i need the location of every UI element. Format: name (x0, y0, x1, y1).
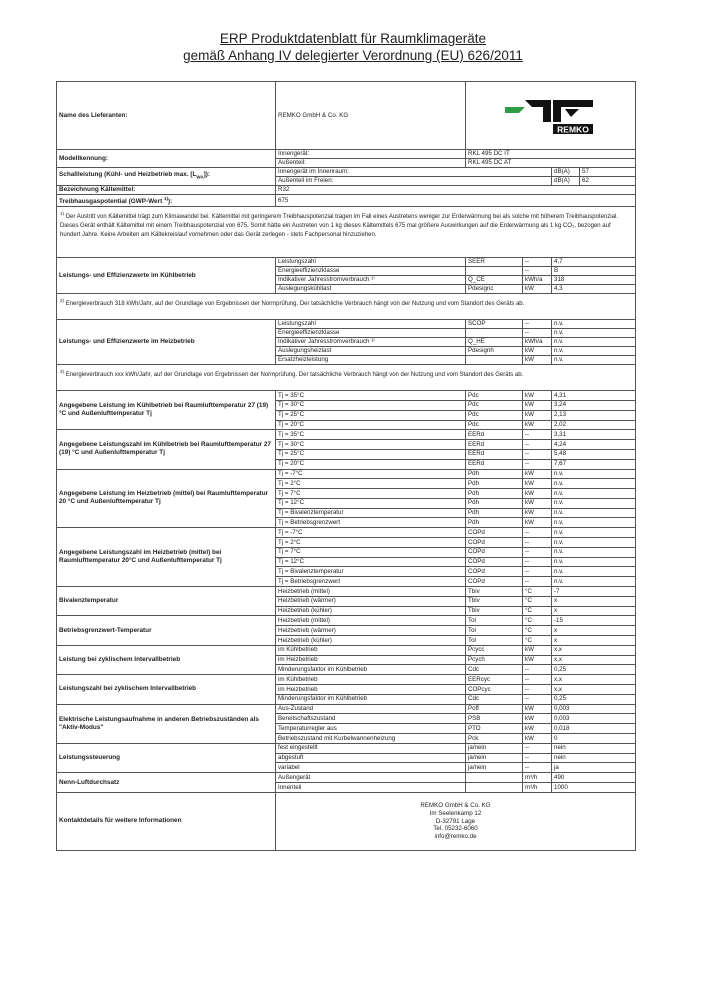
group-3-value: n.v. (552, 538, 636, 548)
group-8-symbol: Poff (466, 704, 523, 714)
heating-row (57, 320, 636, 329)
gwp-value: 675 (276, 195, 636, 207)
group-4-unit: °C (523, 587, 552, 597)
contact-line: REMKO GmbH & Co. KG (420, 802, 491, 810)
sound-label-sub: WA (196, 174, 204, 180)
group-0-desc: Tj = 20°C (276, 420, 466, 430)
group-3-value: n.v. (552, 577, 636, 587)
supplier-label: Name des Lieferanten: (57, 82, 276, 150)
heating-value: n.v. (552, 329, 636, 338)
group-2-unit: kW (523, 518, 552, 528)
group-3-symbol: COPd (466, 577, 523, 587)
sound-label (57, 168, 276, 186)
group-2-value: n.v. (552, 479, 636, 489)
group-4-symbol: Tbiv (466, 606, 523, 616)
group-4-value: -7 (552, 587, 636, 597)
cooling-symbol: SEER (466, 258, 523, 267)
group-2-label: Angegebene Leistung im Heizbetrieb (mittel) bei Raumlufttemperatur 20 °C und Außenlufttemperatur Tj (57, 469, 276, 528)
note1-sup: 1) (60, 211, 65, 217)
group-2-unit: kW (523, 469, 552, 479)
group-3-desc: Tj = 2°C (276, 538, 466, 548)
product-data-table (56, 81, 636, 851)
group-6-desc: im Heizbetrieb (276, 655, 466, 665)
group-8-value: 0,018 (552, 724, 636, 734)
group-3-symbol: COPd (466, 528, 523, 538)
group-2-desc: Tj = Bivalenztemperatur (276, 508, 466, 518)
sound-value: 57 (580, 168, 636, 177)
group-10-unit: m³/h (523, 783, 552, 793)
note3 (57, 365, 636, 391)
group-8-row (57, 704, 636, 714)
group-0-symbol: Pdc (466, 391, 523, 401)
group-3-unit: -- (523, 528, 552, 538)
heating-unit: kW (523, 347, 552, 356)
group-7-symbol: COPcyc (466, 685, 523, 695)
group-5-value: -15 (552, 616, 636, 626)
group-4-unit: °C (523, 606, 552, 616)
group-8-desc: Betriebszustand mit Kurbelwannenheizung (276, 734, 466, 744)
group-5-value: x (552, 636, 636, 646)
group-10-value: 490 (552, 773, 636, 783)
title-line-1: ERP Produktdatenblatt für Raumklimageräte (219, 31, 487, 46)
model-row (57, 150, 636, 159)
group-3-desc: Tj = 12°C (276, 557, 466, 567)
group-1-symbol: EERd (466, 430, 523, 440)
cooling-value: B (552, 267, 636, 276)
group-4-symbol: Tbiv (466, 596, 523, 606)
note2 (57, 294, 636, 320)
group-5-row (57, 616, 636, 626)
note1-text: Der Austritt von Kältemittel trägt zum Klimawandel bei. Kältemittel mit geringerem Treibhauspotenzial tragen im Fall eines Austretens weniger zur Erderwärmung bei als solche mit höherem Treibhauspotenzial. Dieses Gerät enthält Kältemittel mit einem Treibhauspotenzial von 675. Somit hätte ein Austreten von 1 kg dieses Kältemittels 675 mal größere Auswirkungen auf die Erderwärmung als 1 kg CO₂, bezogen auf hundert Jahre. Keine Arbeiten am Kältekreislauf vornehmen oder das Gerät zerlegen - stets Fachpersonal hinzuziehen. (60, 214, 618, 239)
group-0-value: 2,13 (552, 410, 636, 420)
group-2-row (57, 469, 636, 479)
group-3-value: n.v. (552, 547, 636, 557)
model-unit: Außenteil: (276, 159, 466, 168)
group-1-symbol: EERd (466, 449, 523, 459)
group-8-desc: Bereitschaftszustand (276, 714, 466, 724)
heating-symbol: Pdesignh (466, 347, 523, 356)
heating-symbol (466, 329, 523, 338)
group-7-desc: im Heizbetrieb (276, 685, 466, 695)
group-5-desc: Heizbetrieb (kühler) (276, 636, 466, 646)
group-2-symbol: Pdh (466, 489, 523, 499)
group-5-unit: °C (523, 636, 552, 646)
sound-row (57, 168, 636, 177)
group-1-desc: Tj = 35°C (276, 430, 466, 440)
group-3-unit: -- (523, 538, 552, 548)
group-2-symbol: Pdh (466, 479, 523, 489)
group-3-desc: Tj = -7°C (276, 528, 466, 538)
cooling-desc: Auslegungskühllast (276, 285, 466, 294)
group-9-row (57, 743, 636, 753)
cooling-unit: kW (523, 285, 552, 294)
cooling-row (57, 258, 636, 267)
model-label: Modellkennung: (57, 150, 276, 168)
group-6-unit: kW (523, 645, 552, 655)
group-5-desc: Heizbetrieb (mittel) (276, 616, 466, 626)
sound-value: 62 (580, 177, 636, 186)
cooling-desc: Energieeffizienzklasse (276, 267, 466, 276)
remko-logo (468, 91, 633, 141)
logo-cell (466, 82, 636, 150)
group-4-unit: °C (523, 596, 552, 606)
group-0-unit: kW (523, 420, 552, 430)
group-8-label: Elektrische Leistungsaufnahme in anderen Betriebszuständen als "Aktiv-Modus" (57, 704, 276, 743)
group-8-unit: kW (523, 714, 552, 724)
refrigerant-value: R32 (276, 186, 636, 195)
group-2-value: n.v. (552, 489, 636, 499)
group-8-symbol: Pck (466, 734, 523, 744)
group-3-desc: Tj = Betriebsgrenzwert (276, 577, 466, 587)
model-unit: Innengerät: (276, 150, 466, 159)
group-4-desc: Heizbetrieb (mittel) (276, 587, 466, 597)
group-3-value: n.v. (552, 528, 636, 538)
group-6-unit: kW (523, 655, 552, 665)
group-3-symbol: COPd (466, 557, 523, 567)
contact-label: Kontaktdetails für weitere Informationen (57, 792, 276, 850)
group-1-unit: -- (523, 459, 552, 469)
group-5-symbol: Tol (466, 626, 523, 636)
group-0-desc: Tj = 30°C (276, 400, 466, 410)
group-7-value: x,x (552, 685, 636, 695)
group-5-value: x (552, 626, 636, 636)
gwp-label-end: ): (168, 198, 173, 206)
contact-line: Tel. 05232-6060 (433, 825, 478, 833)
heating-desc: Leistungszahl (276, 320, 466, 329)
sound-unit: dB(A) (552, 168, 580, 177)
group-2-value: n.v. (552, 518, 636, 528)
group-1-desc: Tj = 30°C (276, 440, 466, 450)
cooling-unit: -- (523, 267, 552, 276)
group-2-desc: Tj = -7°C (276, 469, 466, 479)
title-line-2: gemäß Anhang IV delegierter Verordnung (EU) 626/2011 (183, 48, 523, 63)
group-0-value: 2,02 (552, 420, 636, 430)
group-7-desc: Minderungsfaktor im Kühlbetrieb (276, 694, 466, 704)
group-1-desc: Tj = 25°C (276, 449, 466, 459)
group-9-value: nein (552, 753, 636, 763)
document-title (0, 30, 706, 64)
group-8-unit: kW (523, 704, 552, 714)
group-1-label: Angegebene Leistungszahl im Kühlbetrieb bei Raumlufttemperatur 27 (19) °C und Außenlufttemperatur Tj (57, 430, 276, 469)
group-8-symbol: PSB (466, 714, 523, 724)
group-5-unit: °C (523, 616, 552, 626)
refrigerant-label: Bezeichnung Kältemittel: (57, 186, 276, 195)
group-6-label: Leistung bei zyklischem Intervallbetrieb (57, 645, 276, 674)
model-id: RKL 495 DC AT (466, 159, 636, 168)
group-10-value: 1000 (552, 783, 636, 793)
cooling-unit: -- (523, 258, 552, 267)
cooling-symbol (466, 267, 523, 276)
group-5-desc: Heizbetrieb (wärmer) (276, 626, 466, 636)
heating-unit: kWh/a (523, 338, 552, 347)
contact-line: Im Seelenkamp 12 (429, 809, 482, 817)
group-9-desc: variabel (276, 763, 466, 773)
sound-label-text: Schallleistung (Kühl- und Heizbetrieb max. [L (59, 171, 197, 179)
heating-label: Leistungs- und Effizienzwerte im Heizbetrieb (57, 320, 276, 365)
heating-desc: Energieeffizienzklasse (276, 329, 466, 338)
group-3-unit: -- (523, 547, 552, 557)
supplier-name: REMKO GmbH & Co. KG (276, 82, 466, 150)
group-3-unit: -- (523, 557, 552, 567)
group-2-symbol: Pdh (466, 469, 523, 479)
contact-row (57, 792, 636, 850)
group-3-desc: Tj = 7°C (276, 547, 466, 557)
group-4-desc: Heizbetrieb (kühler) (276, 606, 466, 616)
group-0-unit: kW (523, 410, 552, 420)
note1-row (57, 207, 636, 258)
cooling-symbol: Q_CE (466, 276, 523, 285)
heating-value: n.v. (552, 347, 636, 356)
group-2-symbol: Pdh (466, 518, 523, 528)
group-5-unit: °C (523, 626, 552, 636)
group-2-unit: kW (523, 489, 552, 499)
group-10-desc: Außengerät (276, 773, 466, 783)
group-3-label: Angegebene Leistungszahl im Heizbetrieb (mittel) bei Raumlufttemperatur 20°C und Außenlufttemperatur Tj (57, 528, 276, 587)
group-6-value: 0,25 (552, 665, 636, 675)
cooling-desc: Indikativer Jahresstromverbrauch ²⁾ (276, 276, 466, 285)
group-4-value: x (552, 606, 636, 616)
group-7-unit: -- (523, 685, 552, 695)
group-5-label: Betriebsgrenzwert-Temperatur (57, 616, 276, 645)
note2-sup: 2) (60, 298, 65, 304)
group-6-row (57, 645, 636, 655)
cooling-value: 318 (552, 276, 636, 285)
group-10-row (57, 773, 636, 783)
group-6-value: x,x (552, 645, 636, 655)
note3-sup: 3) (60, 369, 65, 375)
cooling-symbol: Pdesignc (466, 285, 523, 294)
group-2-unit: kW (523, 508, 552, 518)
group-2-desc: Tj = 12°C (276, 498, 466, 508)
remko-logo-icon (505, 95, 597, 137)
group-7-value: 0,25 (552, 694, 636, 704)
group-1-row (57, 430, 636, 440)
note2-text: Energieverbrauch 318 kWh/Jahr, auf der Grundlage von Ergebnissen der Normprüfung. Der tatsächliche Verbrauch hängt von der Nutzung und vom Standort des Geräts ab. (65, 301, 525, 308)
group-0-value: 3,24 (552, 400, 636, 410)
group-5-symbol: Tol (466, 616, 523, 626)
heating-value: n.v. (552, 320, 636, 329)
heating-value: n.v. (552, 338, 636, 347)
group-9-symbol: ja/nein (466, 743, 523, 753)
group-9-label: Leistungssteuerung (57, 743, 276, 772)
group-3-unit: -- (523, 577, 552, 587)
group-2-unit: kW (523, 479, 552, 489)
group-3-symbol: COPd (466, 547, 523, 557)
sound-desc: Innengerät im Innenraum: (276, 168, 552, 177)
note2-row (57, 294, 636, 320)
group-7-symbol: EERcyc (466, 675, 523, 685)
group-7-value: x,x (552, 675, 636, 685)
group-3-unit: -- (523, 567, 552, 577)
group-8-desc: Aus-Zustand (276, 704, 466, 714)
group-1-symbol: EERd (466, 440, 523, 450)
group-2-desc: Tj = 7°C (276, 489, 466, 499)
gwp-label-text: Treibhausgaspotential (GWP-Wert (59, 198, 163, 206)
gwp-sup: 1) (164, 196, 169, 201)
refrigerant-row (57, 186, 636, 195)
group-8-symbol: PTO (466, 724, 523, 734)
group-4-value: x (552, 596, 636, 606)
group-6-symbol: Pcych (466, 655, 523, 665)
heating-symbol: Q_HE (466, 338, 523, 347)
group-7-label: Leistungszahl bei zyklischem Intervallbetrieb (57, 675, 276, 704)
heating-desc: Ersatzheizleistung (276, 356, 466, 365)
group-3-value: n.v. (552, 557, 636, 567)
group-6-symbol: Cdc (466, 665, 523, 675)
group-2-desc: Tj = Betriebsgrenzwert (276, 518, 466, 528)
note3-row (57, 365, 636, 391)
group-9-unit: -- (523, 743, 552, 753)
group-0-label: Angegebene Leistung im Kühlbetrieb bei Raumlufttemperatur 27 (19) °C und Außenlufttemperatur Tj (57, 391, 276, 430)
heating-unit: -- (523, 320, 552, 329)
group-2-value: n.v. (552, 469, 636, 479)
group-9-symbol: ja/nein (466, 753, 523, 763)
group-9-value: ja (552, 763, 636, 773)
group-8-unit: kW (523, 734, 552, 744)
group-1-value: 5,48 (552, 449, 636, 459)
model-id: RKL 495 DC IT (466, 150, 636, 159)
group-1-unit: -- (523, 449, 552, 459)
heating-symbol: SCOP (466, 320, 523, 329)
group-3-symbol: COPd (466, 567, 523, 577)
group-7-unit: -- (523, 675, 552, 685)
group-0-symbol: Pdc (466, 410, 523, 420)
heating-desc: Indikativer Jahresstromverbrauch ³⁾ (276, 338, 466, 347)
group-6-desc: im Kühlbetrieb (276, 645, 466, 655)
heating-unit: -- (523, 329, 552, 338)
group-8-unit: kW (523, 724, 552, 734)
group-7-desc: im Kühlbetrieb (276, 675, 466, 685)
group-4-desc: Heizbetrieb (wärmer) (276, 596, 466, 606)
group-0-symbol: Pdc (466, 420, 523, 430)
cooling-unit: kWh/a (523, 276, 552, 285)
note1 (57, 207, 636, 258)
group-6-symbol: Pcycc (466, 645, 523, 655)
group-8-value: 0,003 (552, 714, 636, 724)
heating-unit: kW (523, 356, 552, 365)
group-2-symbol: Pdh (466, 508, 523, 518)
group-1-value: 7,67 (552, 459, 636, 469)
group-6-desc: Minderungsfaktor im Kühlbetrieb (276, 665, 466, 675)
group-8-value: 0 (552, 734, 636, 744)
group-10-unit: m³/h (523, 773, 552, 783)
group-0-desc: Tj = 25°C (276, 410, 466, 420)
group-1-value: 3,31 (552, 430, 636, 440)
group-9-desc: fest eingestellt (276, 743, 466, 753)
group-0-unit: kW (523, 400, 552, 410)
group-6-unit: -- (523, 665, 552, 675)
group-7-row (57, 675, 636, 685)
group-3-row (57, 528, 636, 538)
cooling-value: 4,3 (552, 285, 636, 294)
group-3-symbol: COPd (466, 538, 523, 548)
group-7-unit: -- (523, 694, 552, 704)
group-0-unit: kW (523, 391, 552, 401)
supplier-row (57, 82, 636, 150)
group-8-value: 0,003 (552, 704, 636, 714)
group-9-unit: -- (523, 753, 552, 763)
group-1-value: 4,24 (552, 440, 636, 450)
group-10-symbol (466, 773, 523, 783)
group-2-value: n.v. (552, 498, 636, 508)
group-0-row (57, 391, 636, 401)
heating-symbol (466, 356, 523, 365)
group-8-desc: Temperaturregler aus (276, 724, 466, 734)
gwp-row (57, 195, 636, 207)
group-1-symbol: EERd (466, 459, 523, 469)
note3-text: Energieverbrauch xxx kWh/Jahr, auf der Grundlage von Ergebnissen der Normprüfung. Der tatsächliche Verbrauch hängt von der Nutzung und vom Standort des Geräts ab. (65, 372, 524, 379)
group-9-symbol: ja/nein (466, 763, 523, 773)
group-1-unit: -- (523, 430, 552, 440)
group-3-value: n.v. (552, 567, 636, 577)
contact-line: D-32791 Lage (435, 817, 476, 825)
group-4-row (57, 587, 636, 597)
group-2-symbol: Pdh (466, 498, 523, 508)
svg-text:REMKO: REMKO (556, 123, 589, 134)
group-10-label: Nenn-Luftdurchsatz (57, 773, 276, 793)
group-0-desc: Tj = 35°C (276, 391, 466, 401)
contact-line: info@remko.de (434, 832, 477, 840)
group-2-unit: kW (523, 498, 552, 508)
cooling-value: 4,7 (552, 258, 636, 267)
group-1-unit: -- (523, 440, 552, 450)
group-3-desc: Tj = Bivalenztemperatur (276, 567, 466, 577)
sound-desc: Außenteil im Freien: (276, 177, 552, 186)
group-9-unit: -- (523, 763, 552, 773)
sound-unit: dB(A) (552, 177, 580, 186)
contact-details (276, 792, 636, 850)
group-10-desc: Innenteil (276, 783, 466, 793)
group-0-symbol: Pdc (466, 400, 523, 410)
group-5-symbol: Tol (466, 636, 523, 646)
group-4-symbol: Tbiv (466, 587, 523, 597)
group-9-desc: abgestuft (276, 753, 466, 763)
group-2-desc: Tj = 2°C (276, 479, 466, 489)
cooling-label: Leistungs- und Effizienzwerte im Kühlbetrieb (57, 258, 276, 294)
heating-desc: Auslegungsheizlast (276, 347, 466, 356)
group-0-value: 4,31 (552, 391, 636, 401)
cooling-desc: Leistungszahl (276, 258, 466, 267)
group-10-symbol (466, 783, 523, 793)
group-6-value: x,x (552, 655, 636, 665)
heating-value: n.v. (552, 356, 636, 365)
group-4-label: Bivalenztemperatur (57, 587, 276, 616)
group-1-desc: Tj = 20°C (276, 459, 466, 469)
sound-label-end: ]): (203, 171, 211, 179)
group-7-symbol: Cdc (466, 694, 523, 704)
gwp-label (57, 195, 276, 207)
group-9-value: nein (552, 743, 636, 753)
group-2-value: n.v. (552, 508, 636, 518)
